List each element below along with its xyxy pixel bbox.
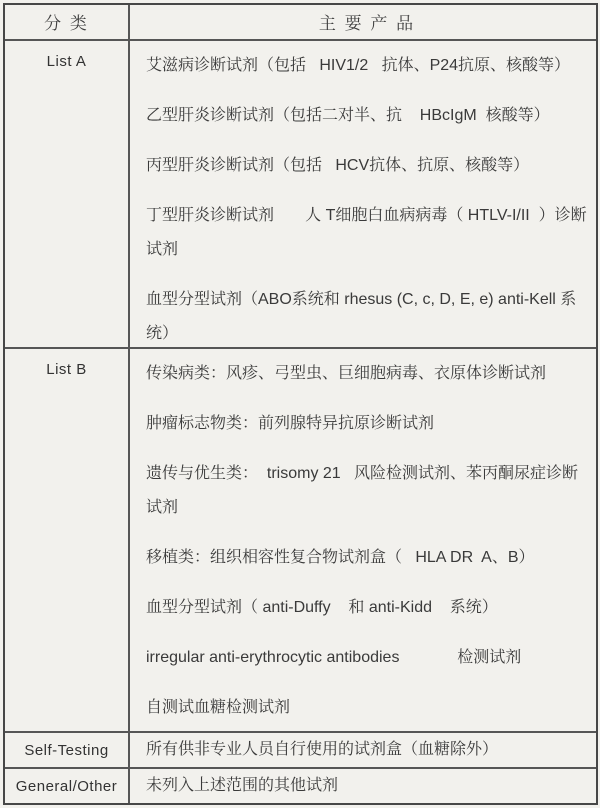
product-item: 艾滋病诊断试剂（包括 HIV1/2 抗体、P24抗原、核酸等）: [146, 56, 571, 74]
category-cell-general-other: [5, 769, 130, 803]
category-label: General/Other: [15, 777, 118, 795]
products-cell-list-a: [130, 41, 596, 347]
table-row-general-other: [5, 767, 596, 803]
table-row-self-testing: [5, 731, 596, 767]
table-row-list-b: [5, 347, 596, 731]
header-category-label: 分 类: [44, 14, 89, 34]
product-item: 传染病类：风疹、弓型虫、巨细胞病毒、衣原体诊断试剂: [146, 364, 547, 382]
product-item: 丁型肝炎诊断试剂 人 T细胞白血病病毒（ HTLV-I/II ）诊断试剂: [146, 206, 587, 258]
classification-table: [3, 3, 598, 805]
category-label: List A: [46, 52, 87, 70]
product-item: 未列入上述范围的其他试剂: [146, 777, 339, 794]
product-item: 所有供非专业人员自行使用的试剂盒（血糖除外）: [146, 741, 499, 758]
category-cell-self-testing: [5, 733, 130, 767]
product-item: 血型分型试剂（ anti-Duffy 和 anti-Kidd 系统）: [146, 598, 498, 616]
product-item: 移植类：组织相容性复合物试剂盒（ HLA DR A、B）: [146, 548, 535, 566]
header-products-cell: [130, 5, 596, 39]
products-cell-general-other: [130, 769, 596, 803]
product-item: 血型分型试剂（ABO系统和 rhesus (C, c, D, E, e) anti-Kell 系统）: [146, 290, 577, 342]
product-item: irregular anti-erythrocytic antibodies 检测试剂: [146, 648, 522, 666]
product-item: 丙型肝炎诊断试剂（包括 HCV抗体、抗原、核酸等）: [146, 156, 530, 174]
products-cell-list-b: [130, 349, 596, 731]
product-item: 遗传与优生类： trisomy 21 风险检测试剂、苯丙酮尿症诊断试剂: [146, 464, 579, 516]
product-item: 自测试血糖检测试剂: [146, 698, 291, 716]
table-header-row: [5, 5, 596, 39]
category-cell-list-b: [5, 349, 130, 731]
header-products-label: 主 要 产 品: [318, 14, 416, 34]
header-category-cell: [5, 5, 130, 39]
products-cell-self-testing: [130, 733, 596, 767]
product-item: 肿瘤标志物类：前列腺特异抗原诊断试剂: [146, 414, 435, 432]
category-label: List B: [46, 360, 87, 378]
table-row-list-a: [5, 39, 596, 347]
product-item: 乙型肝炎诊断试剂（包括二对半、抗 HBcIgM 核酸等）: [146, 106, 550, 124]
category-cell-list-a: [5, 41, 130, 347]
category-label: Self-Testing: [24, 741, 109, 759]
